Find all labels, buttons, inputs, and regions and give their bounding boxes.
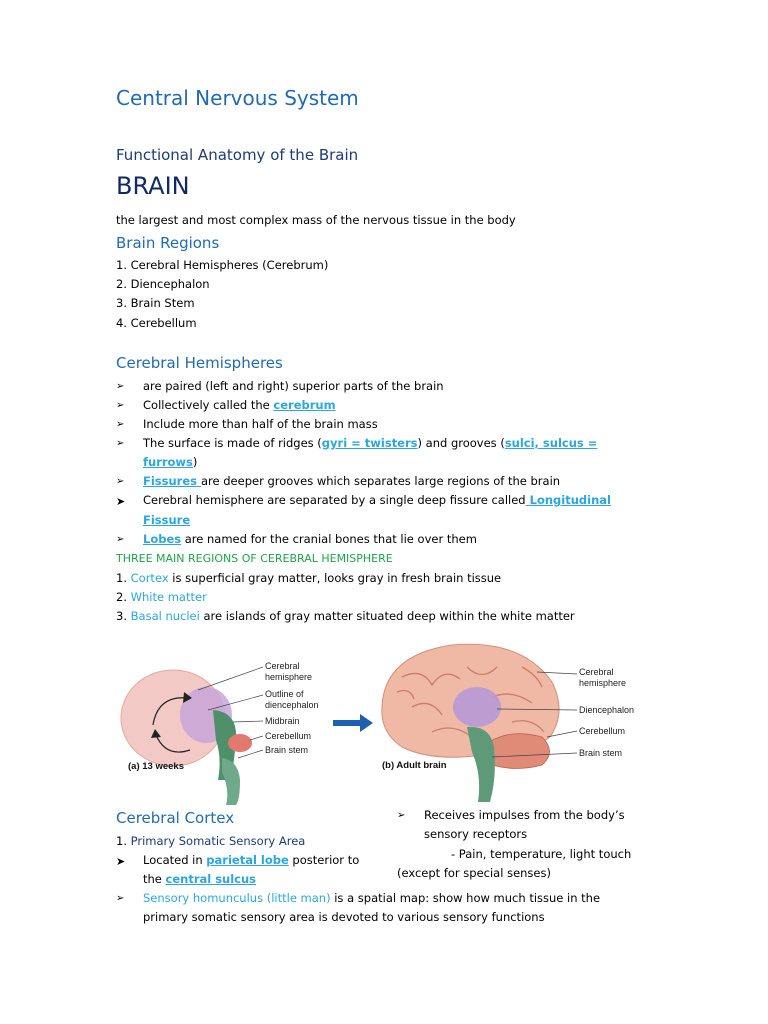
progression-arrow-icon	[333, 713, 375, 733]
cerebrum-link[interactable]: cerebrum	[273, 398, 336, 412]
region-item-basal-nuclei: 3. Basal nuclei are islands of gray matter situated deep within the white matter	[116, 609, 575, 623]
fissures-link[interactable]: Fissures	[143, 474, 201, 488]
homunculus-line: Sensory homunculus (little man) is a spatial map: show how much tissue in the	[143, 891, 601, 905]
bullet-bold-icon: ➤	[116, 495, 126, 508]
fetal-brain-figure	[118, 640, 348, 805]
cortex-location: Located in parietal lobe posterior to	[143, 853, 360, 867]
senses-exception-line: (except for special senses)	[397, 866, 551, 880]
hemisphere-bullet-7: Lobes are named for the cranial bones that lie over them	[143, 532, 477, 546]
region-item-cortex: 1. Cortex is superficial gray matter, looks gray in fresh brain tissue	[116, 571, 502, 585]
region-item-white-matter: 2. White matter	[116, 590, 207, 604]
cortex-item-1: 1. Primary Somatic Sensory Area	[116, 834, 306, 848]
label-cerebral: Cerebral	[579, 667, 614, 677]
receives-impulses-line-2: sensory receptors	[424, 827, 528, 841]
label-cerebral: Cerebral	[265, 661, 300, 671]
adult-brain-figure	[372, 637, 662, 805]
label-brain-stem: Brain stem	[579, 748, 623, 758]
figure-caption-b: (b) Adult brain	[382, 760, 447, 771]
senses-line: - Pain, temperature, light touch	[451, 847, 632, 861]
hemispheres-heading: Cerebral Hemispheres	[116, 354, 283, 372]
label-outline-of: Outline of	[265, 689, 304, 699]
hemisphere-bullet-2: Collectively called the cerebrum	[143, 398, 336, 412]
hemisphere-bullet-3: Include more than half of the brain mass	[143, 417, 378, 431]
bullet-icon: ➢	[116, 381, 125, 392]
figure-caption-a: (a) 13 weeks	[128, 761, 184, 772]
hemisphere-bullet-5: Fissures are deeper grooves which separates large regions of the brain	[143, 474, 561, 488]
sulci-link[interactable]: sulci, sulcus =	[504, 436, 598, 450]
bullet-icon: ➢	[116, 534, 125, 545]
adult-diencephalon	[453, 687, 501, 727]
section-subtitle: Functional Anatomy of the Brain	[116, 146, 359, 164]
furrows-link[interactable]: furrows	[143, 455, 193, 469]
page-title: Central Nervous System	[116, 86, 359, 110]
bullet-icon: ➢	[116, 419, 125, 430]
regions-heading: Brain Regions	[116, 234, 220, 252]
receives-impulses-line: Receives impulses from the body’s	[424, 808, 625, 822]
brain-definition: the largest and most complex mass of the nervous tissue in the body	[116, 213, 516, 227]
bullet-icon: ➢	[116, 438, 125, 449]
bullet-icon: ➢	[397, 810, 406, 821]
fetal-cerebellum	[228, 734, 252, 752]
label-diencephalon: Diencephalon	[579, 705, 635, 715]
label-brain-stem: Brain stem	[265, 745, 309, 755]
fissure-link[interactable]: Fissure	[143, 513, 191, 527]
list-item: 1. Cerebral Hemispheres (Cerebrum)	[116, 258, 329, 272]
hemisphere-bullet-1: are paired (left and right) superior parts of the brain	[143, 379, 444, 393]
homunculus-line-2: primary somatic sensory area is devoted to various sensory functions	[143, 910, 545, 924]
central-sulcus-link[interactable]: central sulcus	[165, 872, 257, 886]
hemisphere-bullet-4: The surface is made of ridges (gyri = twisters) and grooves (sulci, sulcus =	[143, 436, 598, 450]
fetal-brain-stem	[222, 758, 240, 805]
cortex-heading: Cerebral Cortex	[116, 809, 235, 827]
hemisphere-bullet-6: Cerebral hemisphere are separated by a single deep fissure called Longitudinal	[143, 493, 611, 507]
gyri-link[interactable]: gyri = twisters	[321, 436, 418, 450]
bullet-icon: ➢	[116, 476, 125, 487]
bullet-icon: ➢	[116, 400, 125, 411]
brain-heading: BRAIN	[116, 172, 190, 200]
label-cerebellum: Cerebellum	[265, 731, 312, 741]
list-item: 3. Brain Stem	[116, 296, 195, 310]
label-cerebellum: Cerebellum	[579, 726, 626, 736]
hemisphere-bullet-4-cont: furrows)	[143, 455, 198, 469]
hemisphere-bullet-6-cont	[143, 513, 190, 527]
adult-brain-stem	[467, 727, 495, 802]
label-diencephalon: diencephalon	[265, 700, 319, 710]
bullet-icon: ➢	[116, 893, 125, 904]
lobes-link[interactable]: Lobes	[143, 532, 182, 546]
longitudinal-fissure-link[interactable]: Longitudinal	[525, 493, 611, 507]
list-item: 2. Diencephalon	[116, 277, 210, 291]
three-regions-heading: THREE MAIN REGIONS OF CEREBRAL HEMISPHERE	[116, 552, 393, 565]
label-hemisphere: hemisphere	[579, 678, 627, 688]
label-hemisphere: hemisphere	[265, 672, 313, 682]
parietal-lobe-link[interactable]: parietal lobe	[206, 853, 289, 867]
arrow-shaft	[333, 720, 361, 726]
bullet-bold-icon: ➤	[116, 855, 126, 868]
list-item: 4. Cerebellum	[116, 316, 197, 330]
cortex-location-cont: the central sulcus	[143, 872, 257, 886]
label-midbrain: Midbrain	[265, 716, 300, 726]
